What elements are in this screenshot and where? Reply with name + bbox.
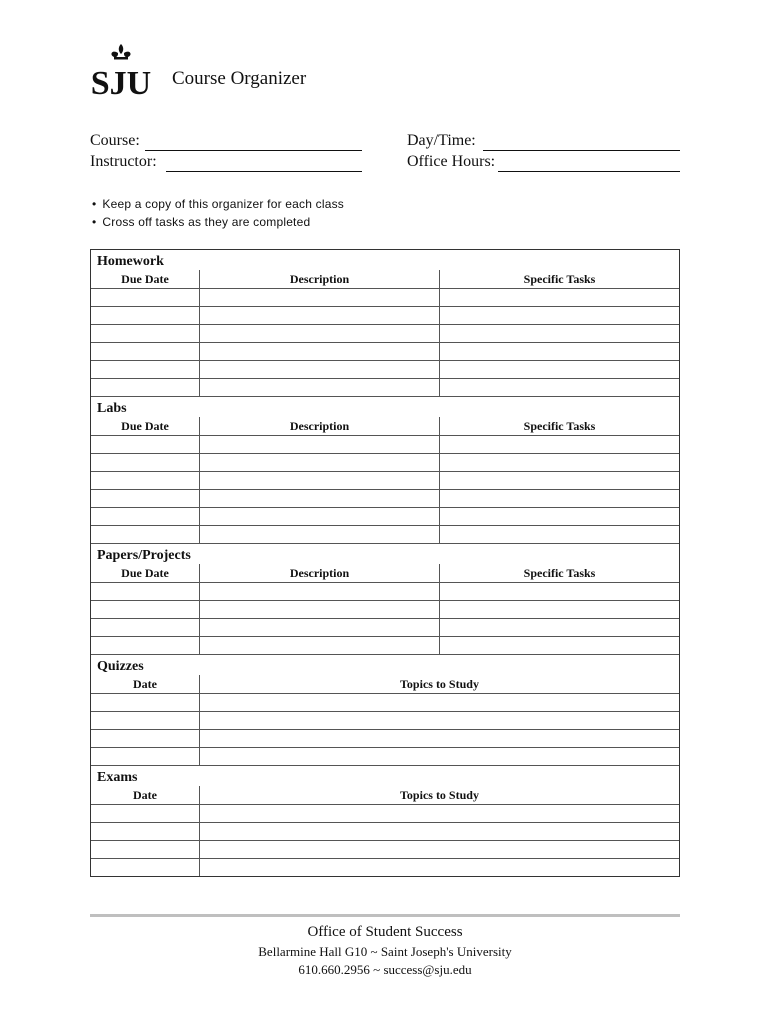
office-hours-line bbox=[498, 171, 680, 172]
description-cell[interactable] bbox=[199, 472, 439, 489]
due-date-cell[interactable] bbox=[91, 637, 199, 654]
topics-cell[interactable] bbox=[199, 730, 679, 747]
specific-tasks-cell[interactable] bbox=[439, 454, 679, 471]
due-date-cell[interactable] bbox=[91, 289, 199, 306]
topics-header: Topics to Study bbox=[199, 675, 679, 693]
table-row bbox=[91, 360, 679, 378]
date-cell[interactable] bbox=[91, 805, 199, 822]
exams-title: Exams bbox=[97, 770, 138, 785]
date-cell[interactable] bbox=[91, 841, 199, 858]
homework-header-row bbox=[91, 270, 679, 288]
papers-header-row bbox=[91, 564, 679, 582]
labs-title: Labs bbox=[97, 401, 127, 416]
date-cell[interactable] bbox=[91, 859, 199, 876]
specific-tasks-cell[interactable] bbox=[439, 583, 679, 600]
due-date-cell[interactable] bbox=[91, 583, 199, 600]
description-cell[interactable] bbox=[199, 601, 439, 618]
date-cell[interactable] bbox=[91, 823, 199, 840]
topics-cell[interactable] bbox=[199, 748, 679, 765]
description-cell[interactable] bbox=[199, 361, 439, 378]
specific-tasks-header: Specific Tasks bbox=[439, 417, 679, 435]
description-cell[interactable] bbox=[199, 508, 439, 525]
specific-tasks-cell[interactable] bbox=[439, 490, 679, 507]
table-row bbox=[91, 840, 679, 858]
description-cell[interactable] bbox=[199, 583, 439, 600]
organizer-table bbox=[90, 249, 680, 877]
table-row bbox=[91, 600, 679, 618]
footer-office: Office of Student Success bbox=[307, 924, 463, 940]
table-row bbox=[91, 711, 679, 729]
table-row bbox=[91, 435, 679, 453]
description-cell[interactable] bbox=[199, 307, 439, 324]
due-date-cell[interactable] bbox=[91, 454, 199, 471]
due-date-cell[interactable] bbox=[91, 343, 199, 360]
description-cell[interactable] bbox=[199, 526, 439, 543]
date-cell[interactable] bbox=[91, 748, 199, 765]
instruction-item: • Cross off tasks as they are completed bbox=[92, 213, 344, 231]
specific-tasks-cell[interactable] bbox=[439, 637, 679, 654]
due-date-cell[interactable] bbox=[91, 307, 199, 324]
office-hours-field[interactable] bbox=[407, 153, 680, 175]
specific-tasks-header: Specific Tasks bbox=[439, 564, 679, 582]
topics-cell[interactable] bbox=[199, 694, 679, 711]
specific-tasks-cell[interactable] bbox=[439, 289, 679, 306]
table-row bbox=[91, 342, 679, 360]
table-row bbox=[91, 636, 679, 654]
footer-address: Bellarmine Hall G10 ~ Saint Joseph's University bbox=[258, 944, 512, 959]
due-date-cell[interactable] bbox=[91, 361, 199, 378]
due-date-cell[interactable] bbox=[91, 619, 199, 636]
description-cell[interactable] bbox=[199, 343, 439, 360]
due-date-cell[interactable] bbox=[91, 526, 199, 543]
due-date-cell[interactable] bbox=[91, 379, 199, 396]
description-cell[interactable] bbox=[199, 379, 439, 396]
labs-header-row bbox=[91, 417, 679, 435]
specific-tasks-cell[interactable] bbox=[439, 379, 679, 396]
topics-cell[interactable] bbox=[199, 712, 679, 729]
description-cell[interactable] bbox=[199, 436, 439, 453]
homework-rows bbox=[91, 288, 679, 396]
table-row bbox=[91, 525, 679, 543]
instructions-list bbox=[92, 195, 344, 231]
day-time-line bbox=[483, 150, 680, 151]
description-cell[interactable] bbox=[199, 619, 439, 636]
day-time-label: Day/Time: bbox=[407, 132, 476, 149]
due-date-cell[interactable] bbox=[91, 601, 199, 618]
course-label: Course: bbox=[90, 132, 140, 149]
due-date-header: Due Date bbox=[121, 419, 169, 433]
due-date-cell[interactable] bbox=[91, 325, 199, 342]
office-hours-label: Office Hours: bbox=[407, 153, 496, 170]
specific-tasks-cell[interactable] bbox=[439, 601, 679, 618]
table-row bbox=[91, 858, 679, 876]
papers-projects-title: Papers/Projects bbox=[97, 548, 191, 563]
table-row bbox=[91, 378, 679, 396]
due-date-header: Due Date bbox=[121, 272, 169, 286]
description-cell[interactable] bbox=[199, 289, 439, 306]
quizzes-rows bbox=[91, 693, 679, 765]
specific-tasks-cell[interactable] bbox=[439, 508, 679, 525]
date-cell[interactable] bbox=[91, 712, 199, 729]
course-field[interactable] bbox=[90, 132, 362, 154]
table-row bbox=[91, 822, 679, 840]
description-header: Description bbox=[199, 270, 439, 288]
topics-cell[interactable] bbox=[199, 823, 679, 840]
specific-tasks-header: Specific Tasks bbox=[439, 270, 679, 288]
page-title: Course Organizer bbox=[172, 68, 307, 89]
description-cell[interactable] bbox=[199, 490, 439, 507]
due-date-header: Due Date bbox=[121, 566, 169, 580]
logo-text: SJU bbox=[90, 65, 152, 102]
table-row bbox=[91, 306, 679, 324]
description-header: Description bbox=[199, 417, 439, 435]
topics-cell[interactable] bbox=[199, 859, 679, 876]
table-row bbox=[91, 288, 679, 306]
table-row bbox=[91, 582, 679, 600]
table-row bbox=[91, 453, 679, 471]
due-date-cell[interactable] bbox=[91, 436, 199, 453]
day-time-field[interactable] bbox=[407, 132, 680, 154]
quizzes-title: Quizzes bbox=[97, 659, 144, 674]
specific-tasks-cell[interactable] bbox=[439, 307, 679, 324]
due-date-cell[interactable] bbox=[91, 490, 199, 507]
description-header: Description bbox=[199, 564, 439, 582]
topics-cell[interactable] bbox=[199, 805, 679, 822]
topics-header: Topics to Study bbox=[199, 786, 679, 804]
date-cell[interactable] bbox=[91, 730, 199, 747]
description-cell[interactable] bbox=[199, 454, 439, 471]
instructor-field[interactable] bbox=[90, 153, 362, 175]
course-line bbox=[145, 150, 362, 151]
table-row bbox=[91, 804, 679, 822]
topics-cell[interactable] bbox=[199, 841, 679, 858]
due-date-cell[interactable] bbox=[91, 508, 199, 525]
homework-title: Homework bbox=[97, 254, 164, 269]
specific-tasks-cell[interactable] bbox=[439, 343, 679, 360]
instructor-line bbox=[166, 171, 362, 172]
exams-rows bbox=[91, 804, 679, 876]
papers-rows bbox=[91, 582, 679, 654]
table-row bbox=[91, 324, 679, 342]
table-row bbox=[91, 693, 679, 711]
specific-tasks-cell[interactable] bbox=[439, 325, 679, 342]
specific-tasks-cell[interactable] bbox=[439, 526, 679, 543]
description-cell[interactable] bbox=[199, 325, 439, 342]
quizzes-header-row bbox=[91, 675, 679, 693]
labs-section bbox=[91, 396, 679, 543]
date-header: Date bbox=[133, 788, 157, 802]
date-header: Date bbox=[133, 677, 157, 691]
homework-section bbox=[91, 250, 679, 396]
table-row bbox=[91, 489, 679, 507]
quizzes-section bbox=[91, 654, 679, 765]
specific-tasks-cell[interactable] bbox=[439, 436, 679, 453]
exams-header-row bbox=[91, 786, 679, 804]
table-row bbox=[91, 618, 679, 636]
footer-divider bbox=[90, 914, 680, 917]
footer-contact: 610.660.2956 ~ success@sju.edu bbox=[298, 962, 472, 977]
sju-logo bbox=[88, 42, 154, 108]
instructor-label: Instructor: bbox=[90, 153, 157, 170]
instruction-item: • Keep a copy of this organizer for each class bbox=[92, 195, 344, 213]
specific-tasks-cell[interactable] bbox=[439, 619, 679, 636]
specific-tasks-cell[interactable] bbox=[439, 361, 679, 378]
due-date-cell[interactable] bbox=[91, 472, 199, 489]
table-row bbox=[91, 747, 679, 765]
table-row bbox=[91, 471, 679, 489]
table-row bbox=[91, 507, 679, 525]
papers-projects-section bbox=[91, 543, 679, 654]
specific-tasks-cell[interactable] bbox=[439, 472, 679, 489]
table-row bbox=[91, 729, 679, 747]
labs-rows bbox=[91, 435, 679, 543]
description-cell[interactable] bbox=[199, 637, 439, 654]
exams-section bbox=[91, 765, 679, 876]
date-cell[interactable] bbox=[91, 694, 199, 711]
